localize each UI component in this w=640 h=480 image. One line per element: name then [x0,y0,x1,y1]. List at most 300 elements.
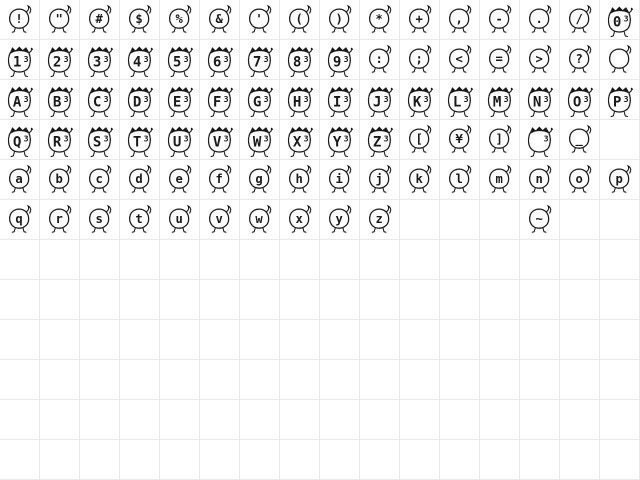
empty-cell [600,360,640,400]
svg-text:o: o [575,171,583,186]
svg-text:l: l [455,171,463,186]
glyph-cell[interactable] [400,80,440,120]
crest-blob-icon [40,120,79,160]
round-blob-icon [480,40,519,80]
round-blob-icon [360,200,399,240]
svg-text:3: 3 [63,133,69,144]
glyph-cell[interactable] [360,0,400,40]
round-blob-icon [600,40,639,80]
round-blob-icon [280,160,319,200]
empty-cell [160,400,200,440]
empty-cell [360,280,400,320]
empty-cell [320,400,360,440]
empty-cell [360,400,400,440]
glyph-cell[interactable] [240,40,280,80]
empty-cell [360,360,400,400]
round-blob-icon [0,0,39,40]
empty-cell [320,320,360,360]
empty-cell [0,320,40,360]
round-blob-icon [560,40,599,80]
glyph-cell[interactable] [320,0,360,40]
svg-text:,: , [455,11,463,26]
round-blob-icon [560,160,599,200]
round-blob-icon [320,160,359,200]
svg-text:3: 3 [223,93,229,104]
glyph-cell[interactable] [600,0,640,40]
glyph-cell[interactable] [160,40,200,80]
round-blob-icon [480,160,519,200]
crest-blob-icon [0,120,39,160]
svg-text:3: 3 [263,53,269,64]
crest-blob-icon [200,40,239,80]
glyph-cell[interactable] [200,0,240,40]
round-blob-icon [240,0,279,40]
empty-cell [480,280,520,320]
svg-text:d: d [135,171,143,186]
empty-cell [480,400,520,440]
empty-cell [80,440,120,480]
empty-cell [520,280,560,320]
glyph-cell[interactable] [360,200,400,240]
svg-text:%: % [175,11,183,26]
empty-cell [0,280,40,320]
glyph-cell[interactable] [120,80,160,120]
glyph-cell[interactable] [240,160,280,200]
glyph-cell[interactable] [200,80,240,120]
round-blob-icon [80,200,119,240]
svg-text:t: t [135,211,143,226]
svg-text:K: K [412,93,422,110]
svg-text:n: n [535,171,543,186]
glyph-cell[interactable] [0,80,40,120]
svg-text:-: - [495,11,503,26]
empty-cell [0,400,40,440]
empty-cell [240,360,280,400]
svg-text:S: S [92,133,102,150]
empty-cell [40,440,80,480]
svg-text:3: 3 [503,93,509,104]
crest-blob-icon [520,120,559,160]
glyph-cell[interactable] [240,80,280,120]
crest-blob-icon [120,120,159,160]
empty-cell [80,400,120,440]
crest-blob-icon [80,40,119,80]
round-blob-icon [360,160,399,200]
round-blob-icon [160,160,199,200]
empty-cell [520,360,560,400]
empty-cell [160,280,200,320]
svg-text:Y: Y [332,133,342,150]
glyph-cell[interactable] [240,120,280,160]
round-blob-icon [80,0,119,40]
svg-text:3: 3 [543,133,549,144]
svg-text:3: 3 [223,53,229,64]
empty-cell [320,440,360,480]
crest-blob-icon [0,80,39,120]
svg-text:j: j [375,171,383,186]
crest-blob-icon [120,80,159,120]
round-blob-icon [160,200,199,240]
crest-blob-icon [40,40,79,80]
empty-cell [120,280,160,320]
svg-text:3: 3 [423,93,429,104]
round-blob-icon [520,200,559,240]
glyph-cell[interactable] [200,40,240,80]
glyph-cell[interactable] [360,160,400,200]
svg-text:3: 3 [583,93,589,104]
glyph-cell[interactable] [480,160,520,200]
empty-cell [560,400,600,440]
empty-cell [520,320,560,360]
empty-cell [320,280,360,320]
glyph-cell[interactable] [320,80,360,120]
round-blob-icon [240,200,279,240]
svg-text:i: i [335,171,343,186]
glyph-cell[interactable] [120,160,160,200]
round-blob-icon [480,0,519,40]
empty-cell [480,360,520,400]
crest-blob-icon [480,80,519,120]
empty-cell [600,240,640,280]
glyph-cell[interactable] [320,160,360,200]
glyph-cell[interactable] [160,0,200,40]
svg-text:c: c [95,171,103,186]
empty-cell [200,240,240,280]
glyph-cell[interactable] [280,40,320,80]
empty-cell [560,360,600,400]
svg-text:3: 3 [183,53,189,64]
empty-cell [560,440,600,480]
empty-cell [480,440,520,480]
crest-blob-icon [280,40,319,80]
svg-text:?: ? [575,51,583,66]
glyph-cell[interactable] [400,120,440,160]
empty-cell [160,240,200,280]
glyph-cell[interactable] [440,40,480,80]
empty-cell [200,320,240,360]
empty-cell [400,320,440,360]
glyph-cell[interactable] [80,40,120,80]
glyph-cell[interactable] [560,80,600,120]
empty-cell [400,200,440,240]
glyph-cell[interactable] [280,160,320,200]
empty-cell [480,320,520,360]
round-blob-icon [440,120,479,160]
round-blob-icon [400,160,439,200]
round-blob-icon [400,40,439,80]
glyph-cell[interactable] [200,160,240,200]
glyph-cell[interactable] [520,160,560,200]
glyph-cell[interactable] [80,80,120,120]
crest-blob-icon [80,80,119,120]
svg-text:3: 3 [103,93,109,104]
empty-cell [240,280,280,320]
glyph-cell[interactable] [40,160,80,200]
glyph-cell[interactable] [40,80,80,120]
svg-text:$: $ [135,11,143,26]
empty-cell [240,400,280,440]
glyph-cell[interactable] [240,200,280,240]
empty-cell [240,440,280,480]
crest-blob-icon [120,40,159,80]
glyph-cell[interactable] [360,120,400,160]
svg-text:x: x [295,211,303,226]
empty-cell [400,440,440,480]
crest-blob-icon [280,80,319,120]
svg-text:3: 3 [223,133,229,144]
svg-text:U: U [172,133,182,150]
glyph-cell[interactable] [0,120,40,160]
glyph-cell[interactable] [0,0,40,40]
glyph-cell[interactable] [360,40,400,80]
empty-cell [360,440,400,480]
round-blob-icon [240,160,279,200]
svg-text:3: 3 [23,133,29,144]
empty-cell [440,320,480,360]
round-blob-icon [360,0,399,40]
empty-cell [40,400,80,440]
crest-blob-icon [40,80,79,120]
glyph-cell[interactable] [280,120,320,160]
svg-text:s: s [95,211,103,226]
empty-cell [440,200,480,240]
empty-cell [80,280,120,320]
glyph-cell[interactable] [0,200,40,240]
svg-text:3: 3 [103,53,109,64]
glyph-cell[interactable] [80,160,120,200]
glyph-cell[interactable] [280,0,320,40]
glyph-cell[interactable] [80,200,120,240]
glyph-cell[interactable] [40,120,80,160]
glyph-cell[interactable] [480,40,520,80]
empty-cell [600,320,640,360]
empty-cell [440,280,480,320]
svg-text:;: ; [415,51,423,66]
glyph-cell[interactable] [280,80,320,120]
svg-text:v: v [215,211,223,226]
glyph-cell[interactable] [480,120,520,160]
empty-cell [440,240,480,280]
glyph-cell[interactable] [560,120,600,160]
empty-cell [400,240,440,280]
empty-cell [560,320,600,360]
glyph-cell[interactable] [160,200,200,240]
svg-text:+: + [415,11,423,26]
glyph-cell[interactable] [200,120,240,160]
glyph-cell[interactable] [320,120,360,160]
svg-text:_: _ [575,131,583,146]
glyph-cell[interactable] [560,160,600,200]
round-blob-icon [200,200,239,240]
round-blob-icon [200,160,239,200]
glyph-cell[interactable] [560,0,600,40]
empty-cell [520,400,560,440]
glyph-cell[interactable] [520,80,560,120]
round-blob-icon [480,120,519,160]
svg-text:V: V [212,133,222,150]
round-blob-icon [40,0,79,40]
glyph-cell[interactable] [560,40,600,80]
glyph-cell[interactable] [600,80,640,120]
glyph-cell[interactable] [520,40,560,80]
glyph-cell[interactable] [240,0,280,40]
svg-text:f: f [215,171,223,186]
empty-cell [280,240,320,280]
glyph-cell[interactable] [40,200,80,240]
empty-cell [0,440,40,480]
empty-cell [600,400,640,440]
glyph-cell[interactable] [120,120,160,160]
glyph-cell[interactable] [0,40,40,80]
empty-cell [480,240,520,280]
svg-text:3: 3 [623,93,629,104]
glyph-cell[interactable] [600,40,640,80]
svg-text:3: 3 [543,93,549,104]
crest-blob-icon [280,120,319,160]
round-blob-icon [320,200,359,240]
svg-text:9: 9 [332,53,342,70]
glyph-cell[interactable] [40,40,80,80]
crest-blob-icon [360,80,399,120]
svg-text:3: 3 [343,53,349,64]
svg-text:6: 6 [212,53,222,70]
glyph-cell[interactable] [80,0,120,40]
svg-text:!: ! [15,11,23,26]
svg-text:): ) [335,11,343,26]
svg-text:3: 3 [183,133,189,144]
empty-cell [400,280,440,320]
empty-cell [0,360,40,400]
svg-text:3: 3 [303,53,309,64]
round-blob-icon [80,160,119,200]
empty-cell [280,320,320,360]
round-blob-icon [400,120,439,160]
svg-text:3: 3 [303,93,309,104]
glyph-cell[interactable] [360,80,400,120]
svg-text:]: ] [495,131,503,146]
svg-text:B: B [52,93,62,110]
svg-text:0: 0 [612,13,622,30]
round-blob-icon [0,200,39,240]
round-blob-icon [160,0,199,40]
svg-text:F: F [212,93,222,110]
crest-blob-icon [240,40,279,80]
svg-text:O: O [572,93,582,110]
svg-text:Q: Q [12,133,22,150]
svg-text:R: R [52,133,62,150]
svg-text:M: M [492,93,502,110]
glyph-cell[interactable] [600,160,640,200]
empty-cell [120,360,160,400]
crest-blob-icon [400,80,439,120]
svg-text:8: 8 [292,53,302,70]
svg-text:T: T [132,133,142,150]
glyph-cell[interactable] [120,200,160,240]
svg-text:3: 3 [23,93,29,104]
empty-cell [80,320,120,360]
svg-text:m: m [495,171,503,186]
crest-blob-icon [200,80,239,120]
empty-cell [80,240,120,280]
glyph-cell[interactable] [520,0,560,40]
glyph-cell[interactable] [400,0,440,40]
round-blob-icon [120,160,159,200]
empty-cell [520,240,560,280]
glyph-cell[interactable] [520,200,560,240]
glyph-cell[interactable] [80,120,120,160]
crest-blob-icon [320,40,359,80]
svg-text:D: D [132,93,142,110]
glyph-cell[interactable] [440,160,480,200]
empty-cell [120,440,160,480]
empty-cell [120,400,160,440]
crest-blob-icon [80,120,119,160]
svg-text:e: e [175,171,183,186]
svg-text:7: 7 [252,53,262,70]
glyph-cell[interactable] [160,160,200,200]
glyph-cell[interactable] [320,200,360,240]
glyph-cell[interactable] [520,120,560,160]
svg-text:P: P [612,93,622,110]
svg-text:H: H [292,93,302,110]
svg-text:N: N [532,93,542,110]
svg-text:[: [ [415,131,423,146]
svg-text:b: b [55,171,63,186]
round-blob-icon [520,40,559,80]
svg-text:E: E [172,93,182,110]
empty-cell [0,240,40,280]
glyph-cell[interactable] [400,40,440,80]
glyph-cell[interactable] [160,120,200,160]
svg-text:X: X [292,133,302,150]
crest-blob-icon [360,120,399,160]
round-blob-icon [440,0,479,40]
svg-text:2: 2 [52,53,62,70]
empty-cell [600,280,640,320]
glyph-cell[interactable] [440,80,480,120]
glyph-cell[interactable] [480,80,520,120]
svg-text:y: y [335,211,343,226]
glyph-cell[interactable] [400,160,440,200]
crest-blob-icon [160,40,199,80]
glyph-cell[interactable] [120,40,160,80]
glyph-cell[interactable] [320,40,360,80]
glyph-cell[interactable] [160,80,200,120]
glyph-cell[interactable] [280,200,320,240]
crest-blob-icon [320,120,359,160]
empty-cell [600,120,640,160]
glyph-cell[interactable] [40,0,80,40]
svg-text:3: 3 [623,13,629,24]
empty-cell [560,280,600,320]
svg-text:3: 3 [463,93,469,104]
glyph-cell[interactable] [440,120,480,160]
empty-cell [160,320,200,360]
svg-text:3: 3 [383,133,389,144]
glyph-cell[interactable] [0,160,40,200]
glyph-cell[interactable] [480,0,520,40]
svg-text:p: p [615,171,623,186]
glyph-cell[interactable] [440,0,480,40]
svg-text:q: q [15,211,23,226]
glyph-cell[interactable] [120,0,160,40]
crest-blob-icon [240,120,279,160]
glyph-cell[interactable] [200,200,240,240]
round-blob-icon [40,160,79,200]
round-blob-icon [520,160,559,200]
round-blob-icon [560,0,599,40]
empty-cell [160,360,200,400]
